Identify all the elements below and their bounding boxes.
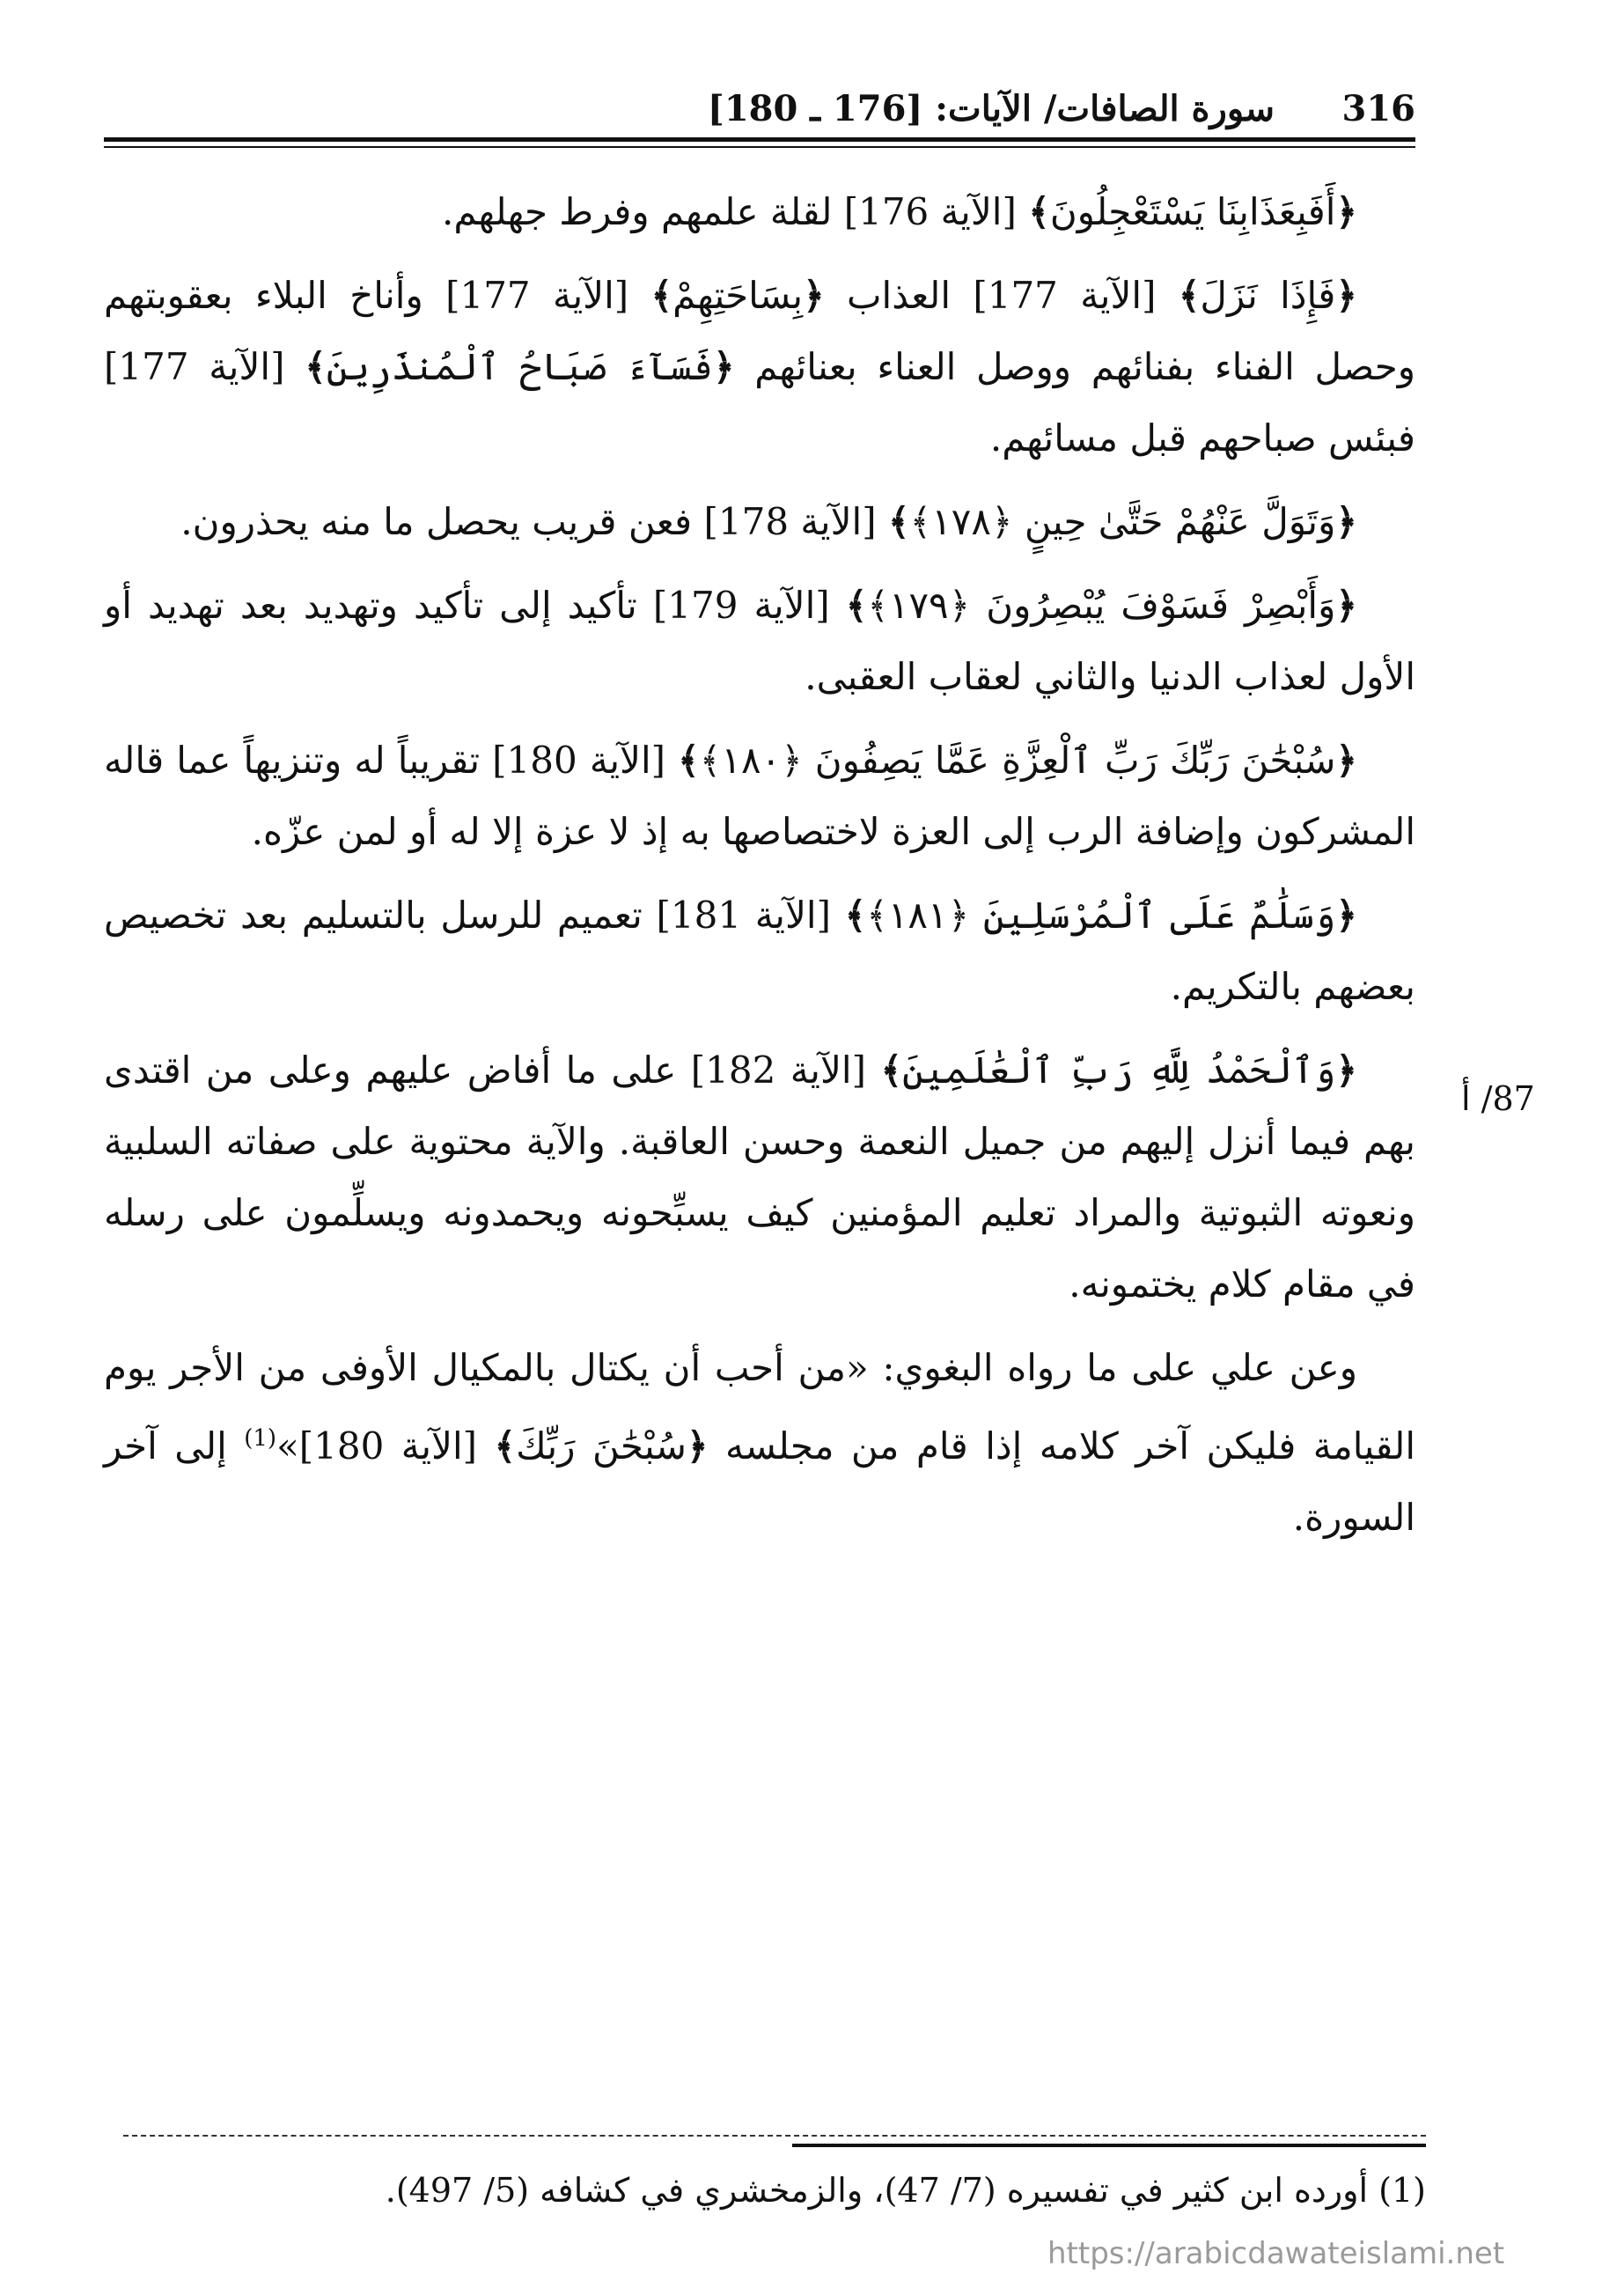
quran-verse: وَٱلْحَمْدُ لِلَّهِ رَبِّ ٱلْعَٰلَمِينَ	[902, 1048, 1336, 1092]
commentary-text: إلى آخر السورة.	[104, 1424, 1415, 1539]
quran-verse: وَأَبْصِرْ فَسَوْفَ يُبْصِرُونَ ﴿١٧٩﴾	[867, 584, 1336, 627]
quran-close-bracket: ﴾	[678, 739, 700, 782]
body-text	[104, 176, 1415, 1565]
paragraph-176	[104, 176, 1415, 247]
commentary-text: [الآية 181] تعميم للرسل بالتسليم بعد تخصيص بعضهم بالتكريم.	[104, 894, 1415, 1008]
commentary-text: [الآية 176] لقلة علمهم وفرط جهلهم.	[442, 190, 1017, 233]
quran-open-bracket: ﴿	[1335, 739, 1358, 782]
quran-open-bracket: ﴿	[1335, 894, 1357, 937]
paragraph-177	[104, 260, 1415, 474]
quran-verse: سُبْحَٰنَ رَبِّكَ رَبِّ ٱلْعِزَّةِ عَمَّا يَصِفُونَ ﴿١٨٠﴾	[699, 739, 1336, 782]
quran-verse: وَسَلَٰمٌ عَلَى ٱلْمُرْسَلِينَ ﴿١٨١﴾	[866, 894, 1336, 937]
quran-verse: وَتَوَلَّ عَنْهُمْ حَتَّىٰ حِينٍ ﴿١٧٨﴾	[909, 500, 1336, 543]
quran-close-bracket: ﴾	[844, 894, 867, 937]
quran-verse: فَسَآءَ صَبَاحُ ٱلْمُنذَرِينَ	[326, 345, 713, 388]
quran-open-bracket: ﴿	[1335, 584, 1357, 627]
quran-verse: سُبْحَٰنَ رَبِّكَ	[516, 1424, 687, 1468]
commentary-text: [الآية 180]»	[276, 1424, 478, 1468]
commentary-text: [الآية 180] تقريباً له وتنزيهاً عما قاله المشركون وإضافة الرب إلى العزة لاختصاصها به إذ لا عزة إلا له أو لمن عزّه.	[104, 739, 1415, 853]
footnote: (1) أورده ابن كثير في تفسيره (7/ 47)، والزمخشري في كشافه (5/ 497).	[385, 2171, 1426, 2210]
quran-close-bracket: ﴾	[494, 1424, 517, 1468]
quran-close-bracket: ﴾	[1178, 274, 1201, 317]
watermark-url: https://arabicdawateislami.net	[1047, 2236, 1505, 2271]
quran-close-bracket: ﴾	[880, 1048, 903, 1092]
quran-open-bracket: ﴿	[1335, 1048, 1357, 1092]
quran-close-bracket: ﴾	[1028, 190, 1050, 233]
commentary-text: [الآية 179] تأكيد إلى تأكيد وتهديد بعد تهديد أو الأول لعذاب الدنيا والثاني لعقاب العقبى.	[104, 584, 1415, 698]
paragraph-179	[104, 570, 1415, 712]
paragraph-182	[104, 1034, 1415, 1320]
quran-close-bracket: ﴾	[845, 584, 868, 627]
quran-open-bracket: ﴿	[1335, 190, 1357, 233]
quran-open-bracket: ﴿	[686, 1424, 709, 1468]
quran-open-bracket: ﴿	[803, 274, 825, 317]
quran-verse: بِسَاحَتِهِمْ	[672, 274, 804, 317]
footnote-separator	[123, 2135, 1426, 2137]
quran-verse: أَفَبِعَذَابِنَا يَسْتَعْجِلُونَ	[1049, 190, 1336, 233]
footnote-separator-solid	[792, 2144, 1426, 2147]
quran-close-bracket: ﴾	[650, 274, 673, 317]
commentary-text: [الآية 182] على ما أفاض عليهم وعلى من اقتدى بهم فيما أنزل إليهم من جميل النعمة وحسن العاقبة. والآية محتوية على صفاته السلبية ونعوته الثبوتية والمراد تعليم المؤمنين كيف يسبِّحونه ويحمدونه ويسلِّمون على رسله في مقام كلام يختمونه.	[104, 1048, 1415, 1306]
page-header	[104, 85, 1415, 137]
quran-verse: فَإِذَا نَزَلَ	[1200, 274, 1336, 317]
paragraph-hadith	[104, 1332, 1415, 1553]
quran-open-bracket: ﴿	[712, 345, 735, 388]
page-number: 316	[1341, 88, 1415, 129]
running-title: سورة الصافات/ الآيات: [176 ـ 180]	[707, 88, 1275, 129]
commentary-text: [الآية 177] وأناخ البلاء بعقوبتهم وحصل الفناء بفنائهم ووصل العناء بعنائهم	[104, 274, 1415, 388]
commentary-text: وعن علي على ما رواه البغوي: «من أحب أن يكتال بالمكيال الأوفى من الأجر يوم القيامة فليكن آخر كلامه إذا قام من مجلسه	[104, 1346, 1415, 1468]
commentary-text: [الآية 177] فبئس صباحهم قبل مسائهم.	[104, 345, 1415, 460]
manuscript-folio-note: 87/ أ	[1461, 1079, 1535, 1118]
quran-close-bracket: ﴾	[887, 500, 910, 543]
paragraph-181	[104, 879, 1415, 1022]
header-rule	[104, 137, 1415, 142]
quran-open-bracket: ﴿	[1335, 500, 1357, 543]
footnote-reference[interactable]: (1)	[244, 1425, 277, 1452]
quran-open-bracket: ﴿	[1335, 274, 1357, 317]
commentary-text: [الآية 177] العذاب	[847, 274, 1157, 317]
quran-close-bracket: ﴾	[305, 345, 327, 388]
paragraph-178	[104, 486, 1415, 557]
paragraph-180	[104, 725, 1415, 867]
header-rule-thin	[104, 146, 1415, 148]
commentary-text: [الآية 178] فعن قريب يحصل ما منه يحذرون.	[180, 500, 877, 543]
